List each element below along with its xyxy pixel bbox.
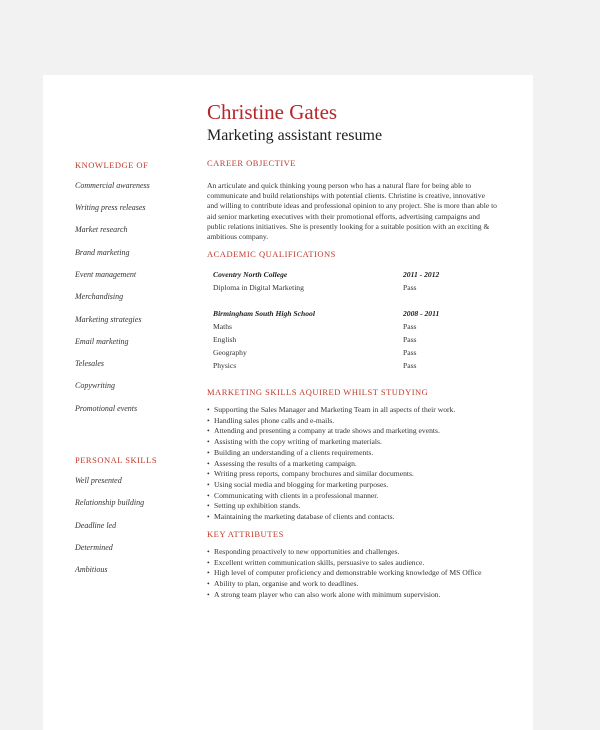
marketing-skill-item: • Assisting with the copy writing of marketing materials. [207, 437, 507, 448]
knowledge-item: Promotional events [75, 404, 138, 413]
key-attributes-heading: KEY ATTRIBUTES [207, 529, 284, 539]
marketing-skills-list [207, 405, 507, 523]
college-years: 2011 - 2012 [403, 270, 440, 279]
knowledge-item: Telesales [75, 359, 105, 368]
resume-page [43, 75, 533, 730]
school-result: Pass [403, 335, 417, 344]
marketing-skill-item: • Assessing the results of a marketing campaign. [207, 459, 507, 470]
marketing-skill-item: • Using social media and blogging for marketing purposes. [207, 480, 507, 491]
personal-skill-item: Deadline led [75, 521, 117, 530]
knowledge-item: Marketing strategies [75, 315, 142, 324]
school-result: Pass [403, 322, 417, 331]
knowledge-item: Event management [75, 270, 137, 279]
key-attributes-list [207, 547, 507, 601]
marketing-skill-item: • Setting up exhibition stands. [207, 501, 507, 512]
key-attribute-item: • Ability to plan, organise and work to deadlines. [207, 579, 507, 590]
school-result: Pass [403, 348, 417, 357]
key-attribute-item: • A strong team player who can also work alone with minimum supervision. [207, 590, 507, 601]
knowledge-item: Merchandising [75, 292, 124, 301]
career-objective-text: An articulate and quick thinking young person who has a natural flare for being able to communicate and build relationships with potential clients. Christine is creative, innovative and willing to contribute ideas and professional opinion to any project. She is more than able to aid senior marketing executives with their promotional efforts, advertising campaigns and public relations initiatives. She is presently looking for a suitable position with an exciting & ambitious company. [207, 181, 497, 242]
marketing-skill-item: • Building an understanding of a clients requirements. [207, 448, 507, 459]
knowledge-item: Writing press releases [75, 203, 146, 212]
school-subject: Physics [213, 361, 237, 370]
key-attribute-item: • High level of computer proficiency and demonstrable working knowledge of MS Office [207, 568, 507, 579]
marketing-skill-item: • Supporting the Sales Manager and Marketing Team in all aspects of their work. [207, 405, 507, 416]
school-name: Birmingham South High School [213, 309, 315, 318]
knowledge-item: Brand marketing [75, 248, 130, 257]
personal-skill-item: Ambitious [75, 565, 108, 574]
college-subject: Diploma in Digital Marketing [213, 283, 304, 292]
career-objective-heading: CAREER OBJECTIVE [207, 158, 296, 168]
marketing-skill-item: • Communicating with clients in a professional manner. [207, 491, 507, 502]
key-attribute-item: • Excellent written communication skills, persuasive to sales audience. [207, 558, 507, 569]
personal-skill-item: Well presented [75, 476, 122, 485]
school-subject: English [213, 335, 237, 344]
resume-subtitle: Marketing assistant resume [207, 127, 383, 144]
knowledge-item: Copywriting [75, 381, 116, 390]
college-name: Coventry North College [213, 270, 288, 279]
candidate-name: Christine Gates [207, 100, 338, 124]
marketing-skill-item: • Writing press reports, company brochures and similar documents. [207, 469, 507, 480]
knowledge-item: Commercial awareness [75, 181, 150, 190]
personal-skill-item: Determined [75, 543, 113, 552]
school-years: 2008 - 2011 [403, 309, 440, 318]
academic-qualifications-heading: ACADEMIC QUALIFICATIONS [207, 249, 336, 259]
marketing-skills-heading: MARKETING SKILLS AQUIRED WHILST STUDYING [207, 387, 429, 397]
key-attribute-item: • Responding proactively to new opportunities and challenges. [207, 547, 507, 558]
school-subject: Maths [213, 322, 232, 331]
marketing-skill-item: • Attending and presenting a company at trade shows and marketing events. [207, 426, 507, 437]
knowledge-item: Email marketing [75, 337, 129, 346]
marketing-skill-item: • Maintaining the marketing database of clients and contacts. [207, 512, 507, 523]
school-subject: Geography [213, 348, 247, 357]
knowledge-heading: KNOWLEDGE OF [75, 160, 149, 170]
school-result: Pass [403, 361, 417, 370]
college-result: Pass [403, 283, 417, 292]
personal-skills-heading: PERSONAL SKILLS [75, 455, 158, 465]
personal-skill-item: Relationship building [75, 498, 145, 507]
knowledge-item: Market research [75, 225, 128, 234]
marketing-skill-item: • Handling sales phone calls and e-mails. [207, 416, 507, 427]
